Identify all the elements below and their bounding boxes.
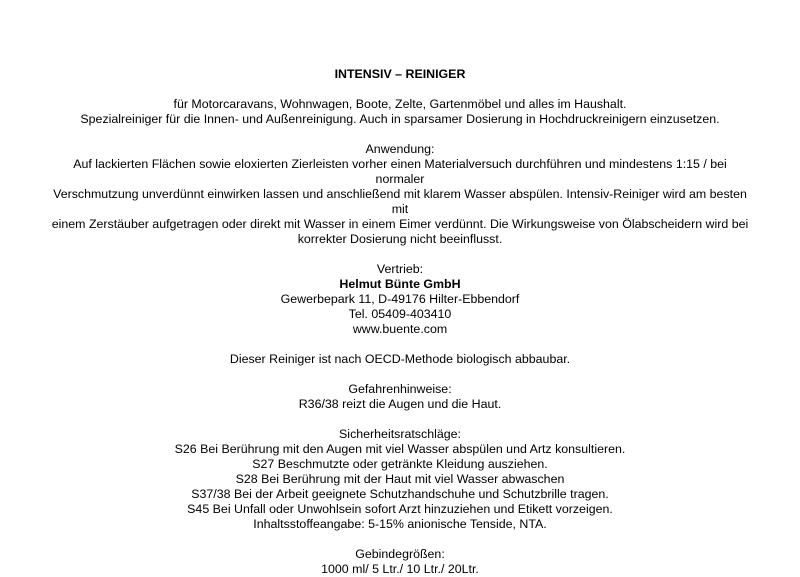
biodegradable-note-block — [50, 352, 750, 367]
biodegradable-note: Dieser Reiniger ist nach OECD-Methode biologisch abbaubar. — [229, 352, 571, 366]
intro-block — [50, 97, 750, 127]
sizes-value: 1000 ml/ 5 Ltr./ 10 Ltr./ 20Ltr. — [321, 562, 479, 576]
spacer — [50, 532, 750, 547]
ingredients-line: Inhaltsstoffeangabe: 5-15% anionische Tenside, NTA. — [253, 517, 547, 531]
company-address: Gewerbepark 11, D-49176 Hilter-Ebbendorf — [280, 292, 520, 306]
company-name: Helmut Bünte GmbH — [339, 277, 461, 291]
spacer — [50, 127, 750, 142]
spacer — [50, 82, 750, 97]
safety-heading: Sicherheitsratschläge: — [339, 427, 461, 441]
usage-line: Auf lackierten Flächen sowie eloxierten Zierleisten vorher einen Materialversuch durchführen und mindestens 1:15 / bei normaler — [73, 157, 727, 186]
sizes-heading: Gebindegrößen: — [355, 547, 445, 561]
hazard-line: R36/38 reizt die Augen und die Haut. — [298, 397, 502, 411]
safety-line: S37/38 Bei der Arbeit geeignete Schutzhandschuhe und Schutzbrille tragen. — [191, 487, 609, 501]
spacer — [50, 247, 750, 262]
safety-line: S26 Bei Berührung mit den Augen mit viel Wasser abspülen und Artz konsultieren. — [174, 442, 626, 456]
usage-line: Verschmutzung unverdünnt einwirken lassen und anschließend mit klarem Wasser abspülen. Intensiv-Reiniger wird am besten mit — [53, 187, 747, 216]
hazards-heading: Gefahrenhinweise: — [348, 382, 452, 396]
company-phone: Tel. 05409-403410 — [348, 307, 452, 321]
safety-line: S27 Beschmutzte oder getränkte Kleidung ausziehen. — [252, 457, 548, 471]
intro-line: für Motorcaravans, Wohnwagen, Boote, Zelte, Gartenmöbel und alles im Haushalt. — [173, 97, 627, 111]
distribution-heading: Vertrieb: — [376, 262, 424, 276]
usage-block — [50, 142, 750, 247]
usage-line: korrekter Dosierung nicht beeinflusst. — [297, 232, 503, 246]
product-title: INTENSIV – REINIGER — [334, 67, 466, 81]
sizes-block — [50, 547, 750, 577]
company-website: www.buente.com — [352, 322, 448, 336]
spacer — [50, 367, 750, 382]
safety-line: S28 Bei Berührung mit der Haut mit viel Wasser abwaschen — [235, 472, 565, 486]
hazards-block — [50, 382, 750, 412]
usage-heading: Anwendung: — [365, 142, 435, 156]
product-label-text — [50, 67, 750, 577]
spacer — [50, 337, 750, 352]
spacer — [50, 412, 750, 427]
distribution-block — [50, 262, 750, 337]
safety-line: S45 Bei Unfall oder Unwohlsein sofort Arzt hinzuziehen und Etikett vorzeigen. — [187, 502, 613, 516]
usage-line: einem Zerstäuber aufgetragen oder direkt mit Wasser in einem Eimer verdünnt. Die Wirkungsweise von Ölabscheidern wird bei — [51, 217, 749, 231]
safety-block — [50, 427, 750, 532]
intro-line: Spezialreiniger für die Innen- und Außenreinigung. Auch in sparsamer Dosierung in Hochdruckreinigern einzusetzen. — [80, 112, 720, 126]
